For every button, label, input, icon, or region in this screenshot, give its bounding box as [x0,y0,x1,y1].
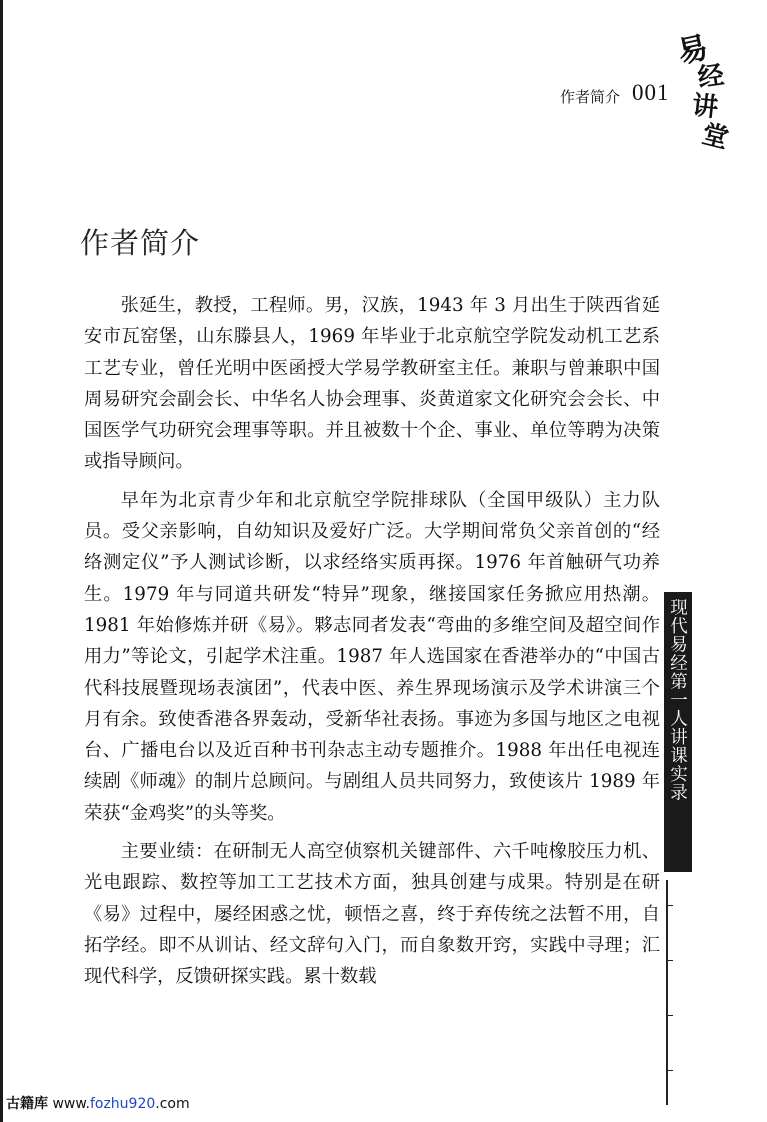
side-rule [666,880,668,1105]
watermark-url-highlight: fozhu920 [89,1096,156,1112]
logo-char-3: 讲 [690,90,720,124]
paragraph-2: 早年为北京青少年和北京航空学院排球队（全国甲级队）主力队员。受父亲影响，自幼知识及爱好广泛。大学期间常负父亲首创的“经络测定仪”予人测试诊断，以求经络实质再探。1976 年首触研气功养生。1979 年与同道共研发“特异”现象，继接国家任务掀应用热潮。1981 年始修炼并研《易》。夥志同者发表“弯曲的多维空间及超空间作用力”等论文，引起学术注重。1987 年人选国家在香港举办的“中国古代科技展暨现场表演团”，代表中医、养生界现场演示及学术讲演三个月有余。致使香港各界轰动，受新华社表扬。事迹为多国与地区之电视台、广播电台以及近百种书刊杂志主动专题推介。1988 年出任电视连续剧《师魂》的制片总顾问。与剧组人员共同努力，致使该片 1989 年荣获“金鸡奖”的头等奖。 [84,489,660,824]
side-tab: 现代易经第一人讲课实录 [664,592,692,872]
page-edge-line [0,0,3,1122]
paragraph-3: 主要业绩：在研制无人高空侦察机关键部件、六千吨橡胶压力机、光电跟踪、数控等加工工艺技术方面，独具创建与成果。特别是在研《易》过程中，屡经困惑之忧，顿悟之喜，终于弃传统之法暂不用，自拓学经。即不从训诂、经文辞句入门，而自象数开窍，实践中寻理；汇现代科学，反馈研探实践。累十数载 [84,841,660,988]
watermark[interactable] [6,1093,190,1113]
side-tick [667,905,673,906]
watermark-url-prefix: www. [52,1096,90,1112]
side-tick [667,960,673,961]
logo-char-2: 经 [696,60,726,94]
running-head-title: 作者简介 [560,88,621,106]
section-title: 作者简介 [80,226,201,261]
watermark-url-suffix: .com [155,1096,190,1112]
watermark-url[interactable] [52,1096,189,1112]
logo-char-4: 堂 [698,119,732,155]
series-logo [674,30,734,156]
page-number: 001 [632,80,670,105]
watermark-name: 古籍库 [6,1096,48,1112]
body-text [84,290,660,1000]
side-tick [667,1070,673,1071]
paragraph-1: 张延生，教授，工程师。男，汉族，1943 年 3 月出生于陕西省延安市瓦窑堡，山东滕县人，1969 年毕业于北京航空学院发动机工艺系工艺专业，曾任光明中医函授大学易学教研室主任。兼职与曾兼职中国周易研究会副会长、中华名人协会理事、炎黄道家文化研究会会长、中国医学气功研究会理事等职。并且被数十个企、事业、单位等聘为决策或指导顾问。 [84,295,660,473]
side-tick [667,1015,673,1016]
logo-char-1: 易 [674,30,712,71]
